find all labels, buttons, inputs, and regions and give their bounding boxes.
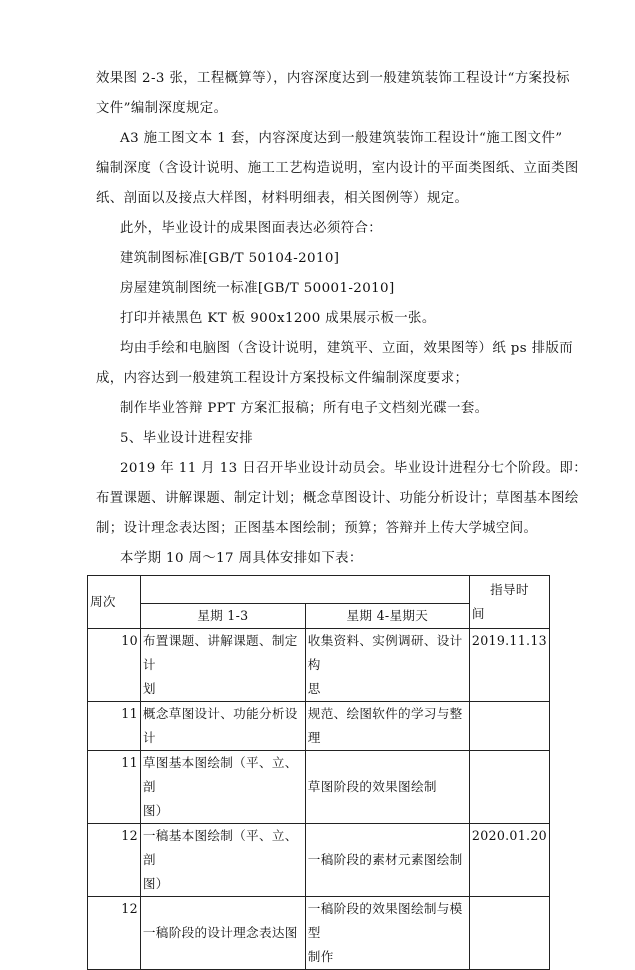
paragraph-line: 编制深度（含设计说明、施工工艺构造说明，室内设计的平面类图纸、立面类图 bbox=[96, 161, 579, 176]
paragraph-line: 成，内容达到一般建筑工程设计方案投标文件编制深度要求； bbox=[96, 371, 469, 386]
week-cell: 11 bbox=[88, 751, 141, 824]
table-header-row bbox=[88, 576, 550, 604]
days-4-7-cell bbox=[305, 751, 469, 824]
week-cell: 10 bbox=[88, 629, 141, 702]
paragraph-line: 建筑制图标准[GB/T 50104-2010] bbox=[120, 251, 340, 266]
cell-line: 草图基本图绘制（平、立、剖 bbox=[142, 755, 298, 794]
header-span-cell bbox=[140, 576, 469, 604]
paragraph-line: 打印并裱黑色 KT 板 900x1200 成果展示板一张。 bbox=[120, 311, 436, 326]
paragraph-line: 此外，毕业设计的成果图面表达必须符合： bbox=[120, 221, 383, 236]
cell-line: 布置课题、讲解课题、制定计 bbox=[142, 633, 298, 672]
paragraph-line: 纸、剖面以及接点大样图，材料明细表，相关图例等）规定。 bbox=[96, 191, 469, 206]
days-1-3-cell bbox=[140, 702, 305, 751]
cell-line: 一稿阶段的设计理念表达图 bbox=[142, 925, 298, 940]
paragraph-line: 2019 年 11 月 13 日召开毕业设计动员会。毕业设计进程分七个阶段。即： bbox=[120, 461, 587, 476]
days-4-7-cell bbox=[305, 824, 469, 897]
cell-line: 图） bbox=[142, 803, 169, 818]
days-1-3-cell bbox=[140, 751, 305, 824]
week-cell: 11 bbox=[88, 702, 141, 751]
days-4-7-header: 星期 4-星期天 bbox=[305, 604, 469, 629]
table-caption: 本学期 10 周～17 周具体安排如下表： bbox=[120, 551, 363, 566]
guide-time-header-line1: 指导时 bbox=[490, 582, 529, 597]
paragraph-line: 布置课题、讲解课题、制定计划；概念草图设计、功能分析设计；草图基本图绘 bbox=[96, 491, 579, 506]
cell-line: 一稿阶段的素材元素图绘制 bbox=[307, 852, 463, 867]
week-cell: 12 bbox=[88, 897, 141, 970]
table-row bbox=[88, 629, 550, 702]
paragraph-line: 制；设计理念表达图；正图基本图绘制；预算；答辩并上传大学城空间。 bbox=[96, 521, 538, 536]
table-row bbox=[88, 702, 550, 751]
cell-line: 概念草图设计、功能分析设计 bbox=[142, 706, 298, 745]
days-1-3-cell bbox=[140, 824, 305, 897]
guide-time-cell bbox=[469, 897, 549, 970]
table-row bbox=[88, 751, 550, 824]
paragraph-line: 制作毕业答辩 PPT 方案汇报稿；所有电子文档刻光碟一套。 bbox=[120, 401, 489, 416]
guide-time-header-line2: 间 bbox=[471, 606, 485, 621]
cell-line: 划 bbox=[142, 681, 156, 696]
cell-line: 思 bbox=[307, 681, 321, 696]
table-row bbox=[88, 824, 550, 897]
paragraph-line: 均由手绘和电脑图（含设计说明，建筑平、立面，效果图等）纸 ps 排版而 bbox=[120, 341, 574, 356]
week-cell: 12 bbox=[88, 824, 141, 897]
cell-line: 一稿阶段的效果图绘制与模型 bbox=[307, 901, 463, 940]
guide-time-cell bbox=[469, 751, 549, 824]
guide-time-header bbox=[469, 576, 549, 629]
table-row bbox=[88, 897, 550, 970]
week-header: 周次 bbox=[88, 576, 141, 629]
guide-time-cell: 2020.01.20 bbox=[469, 824, 549, 897]
cell-line: 图） bbox=[142, 876, 169, 891]
days-4-7-cell bbox=[305, 897, 469, 970]
cell-line: 草图阶段的效果图绘制 bbox=[307, 779, 437, 794]
cell-line: 一稿基本图绘制（平、立、剖 bbox=[142, 828, 298, 867]
schedule-table bbox=[87, 575, 550, 970]
cell-line: 规范、绘图软件的学习与整 bbox=[307, 706, 463, 721]
paragraph-line: A3 施工图文本 1 套，内容深度达到一般建筑装饰工程设计“施工图文件” bbox=[120, 131, 563, 146]
guide-time-cell bbox=[469, 702, 549, 751]
days-4-7-cell bbox=[305, 702, 469, 751]
cell-line: 制作 bbox=[307, 949, 334, 964]
days-1-3-header: 星期 1-3 bbox=[140, 604, 305, 629]
cell-line: 理 bbox=[307, 730, 321, 745]
cell-line: 收集资料、实例调研、设计构 bbox=[307, 633, 463, 672]
days-4-7-cell bbox=[305, 629, 469, 702]
days-1-3-cell bbox=[140, 629, 305, 702]
paragraph-line: 房屋建筑制图统一标准[GB/T 50001-2010] bbox=[120, 281, 395, 296]
paragraph-line: 文件”编制深度规定。 bbox=[96, 101, 228, 116]
section-heading: 5、毕业设计进程安排 bbox=[120, 431, 254, 446]
paragraph-line: 效果图 2-3 张，工程概算等），内容深度达到一般建筑装饰工程设计“方案投标 bbox=[96, 71, 570, 86]
days-1-3-cell bbox=[140, 897, 305, 970]
guide-time-cell: 2019.11.13 bbox=[469, 629, 549, 702]
